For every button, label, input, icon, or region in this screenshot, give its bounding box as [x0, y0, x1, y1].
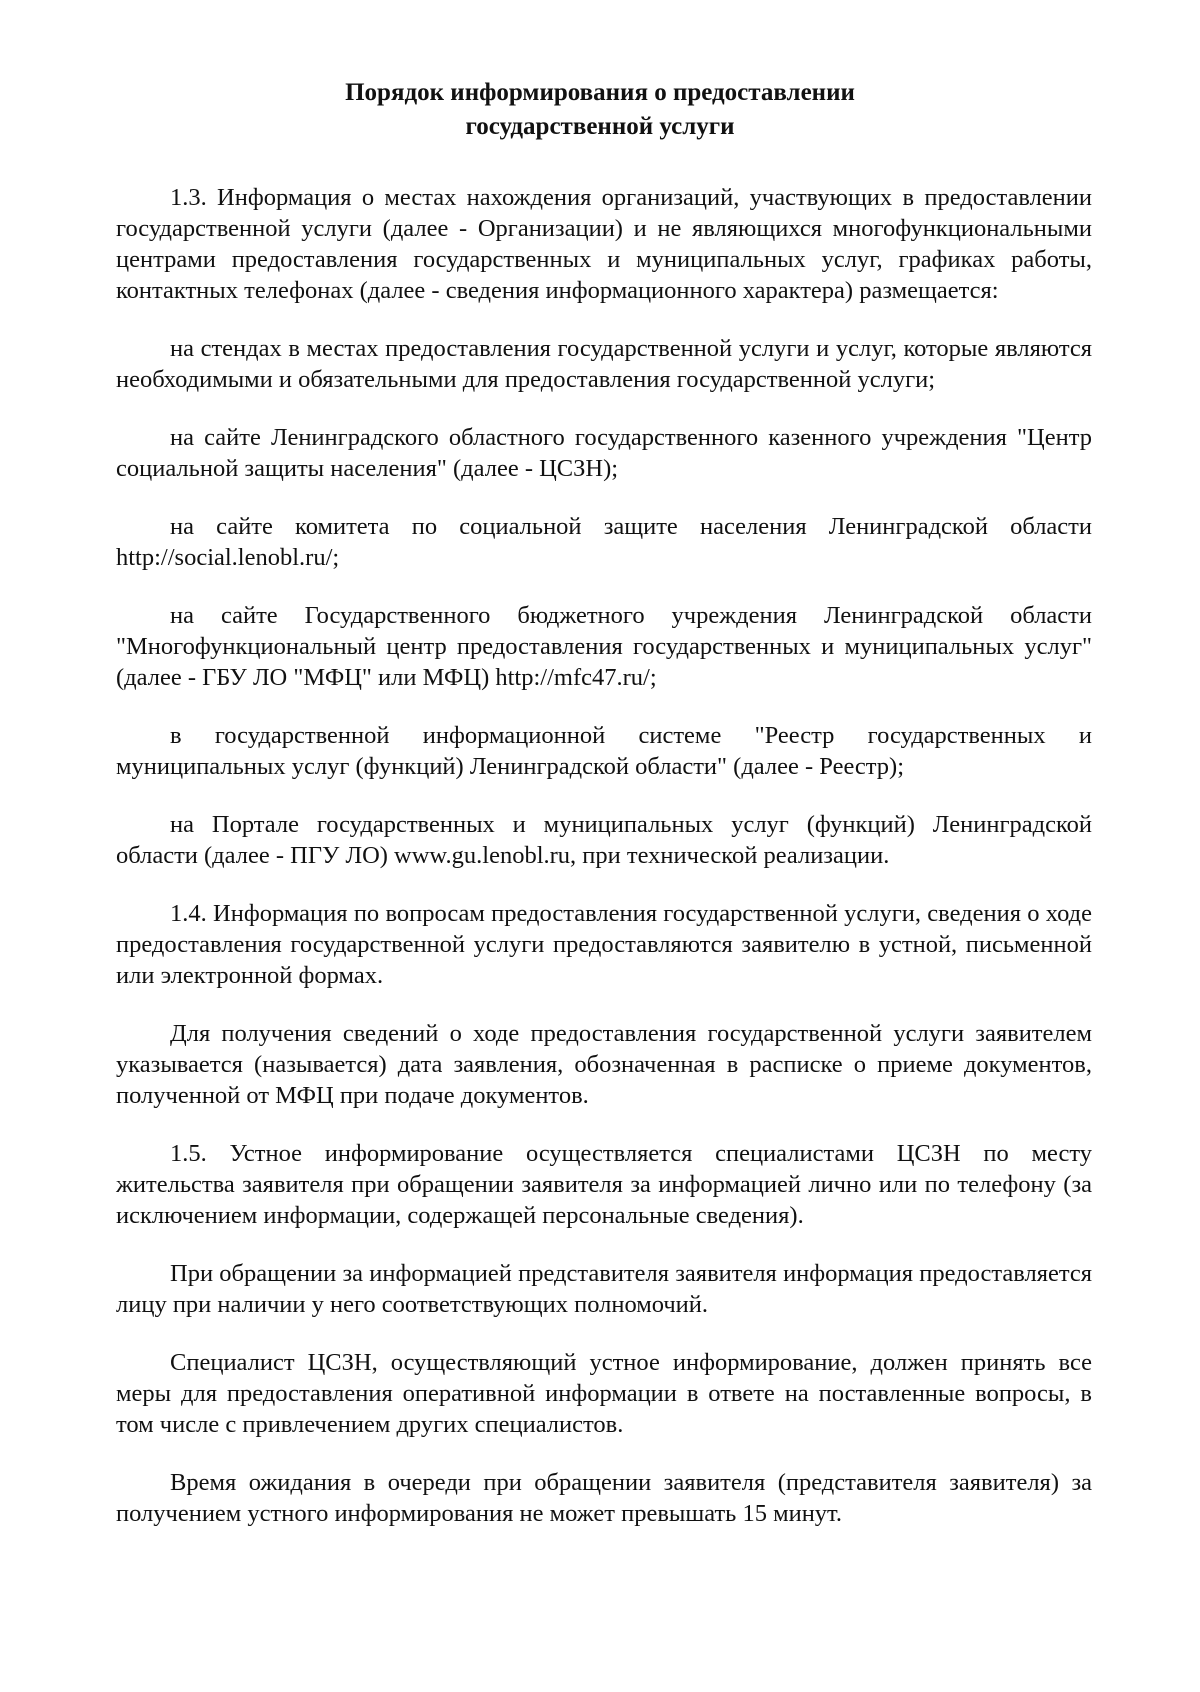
- paragraph-1-5: 1.5. Устное информирование осуществляется специалистами ЦСЗН по месту жительства заявителя при обращении заявителя за информацией лично или по телефону (за исключением информации, содержащей персональные сведения).: [116, 1140, 1092, 1229]
- paragraph-committee-site: на сайте комитета по социальной защите населения Ленинградской области http://social.lenobl.ru/;: [116, 513, 1092, 571]
- paragraph-specialist: Специалист ЦСЗН, осуществляющий устное информирование, должен принять все меры для предоставления оперативной информации в ответе на поставленные вопросы, в том числе с привлечением других специалистов.: [116, 1349, 1092, 1438]
- paragraph-pgu-portal: на Портале государственных и муниципальных услуг (функций) Ленинградской области (далее - ПГУ ЛО) www.gu.lenobl.ru, при технической реализации.: [116, 811, 1092, 869]
- paragraph-status-info: Для получения сведений о ходе предоставления государственной услуги заявителем указывается (называется) дата заявления, обозначенная в расписке о приеме документов, полученной от МФЦ при подаче документов.: [116, 1020, 1092, 1109]
- paragraph-waiting-time: Время ожидания в очереди при обращении заявителя (представителя заявителя) за получением устного информирования не может превышать 15 минут.: [116, 1469, 1092, 1527]
- paragraph-1-3-intro: 1.3. Информация о местах нахождения организаций, участвующих в предоставлении государственной услуги (далее - Организации) и не являющихся многофункциональными центрами предоставления государственных и муниципальных услуг, графиках работы, контактных телефонах (далее - сведения информационного характера) размещается:: [116, 184, 1092, 304]
- paragraph-representative: При обращении за информацией представителя заявителя информация предоставляется лицу при наличии у него соответствующих полномочий.: [116, 1260, 1092, 1318]
- document-body: [116, 182, 1092, 1556]
- paragraph-cszn-site: на сайте Ленинградского областного государственного казенного учреждения "Центр социальной защиты населения" (далее - ЦСЗН);: [116, 424, 1092, 482]
- document-title: [0, 76, 1200, 144]
- paragraph-mfc-site: на сайте Государственного бюджетного учреждения Ленинградской области "Многофункциональный центр предоставления государственных и муниципальных услуг" (далее - ГБУ ЛО "МФЦ" или МФЦ) http://mfc47.ru/;: [116, 602, 1092, 691]
- paragraph-stands: на стендах в местах предоставления государственной услуги и услуг, которые являются необходимыми и обязательными для предоставления государственной услуги;: [116, 335, 1092, 393]
- paragraph-1-4: 1.4. Информация по вопросам предоставления государственной услуги, сведения о ходе предоставления государственной услуги предоставляются заявителю в устной, письменной или электронной формах.: [116, 900, 1092, 989]
- document-title-line-2: государственной услуги: [465, 113, 735, 140]
- paragraph-registry: в государственной информационной системе "Реестр государственных и муниципальных услуг (функций) Ленинградской области" (далее - Реестр);: [116, 722, 1092, 780]
- document-title-line-1: Порядок информирования о предоставлении: [345, 79, 855, 106]
